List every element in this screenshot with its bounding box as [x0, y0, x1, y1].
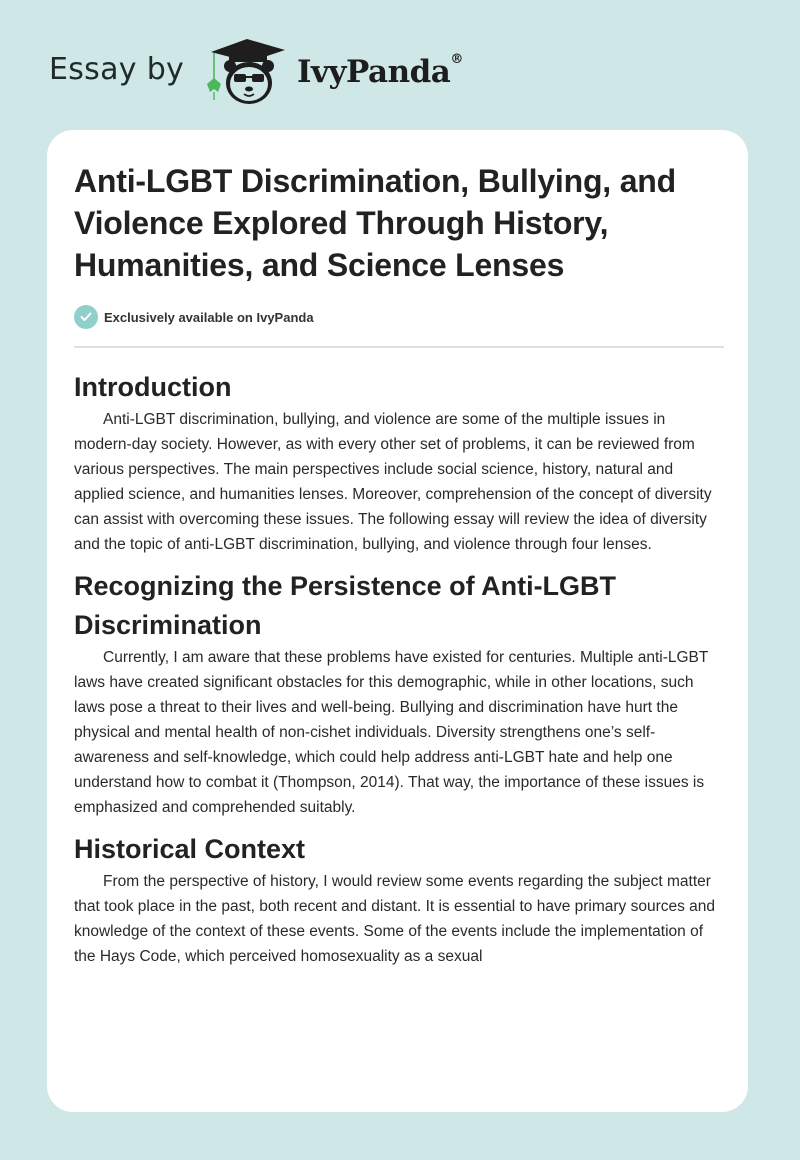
exclusive-badge	[74, 304, 724, 330]
brand-text: IvyPanda	[297, 54, 451, 90]
section-heading-introduction: Introduction	[74, 372, 232, 402]
section-heading-historical-context: Historical Context	[74, 834, 306, 864]
essay-content	[74, 160, 724, 969]
site-header	[0, 0, 800, 130]
registered-mark: ®	[450, 52, 463, 67]
section-paragraph-historical-context: From the perspective of history, I would review some events regarding the subject matter that took place in the past, both recent and distant. It is essential to have primary sources and knowledge of the context of these events. Some of the events include the implementation of the Hays Code, which perceived homosexuality as a sexual	[74, 873, 716, 965]
section-paragraph-introduction: Anti-LGBT discrimination, bullying, and violence are some of the multiple issues in modern-day society. However, as with every other set of problems, it can be reviewed from various perspectives. The main perspectives include social science, history, natural and applied science, and humanities lenses. Moreover, comprehension of the concept of diversity can assist with overcoming these issues. The following essay will review the idea of diversity and the topic of anti-LGBT discrimination, bullying, and violence through four lenses.	[74, 411, 712, 553]
brand-name[interactable]	[297, 54, 463, 90]
essay-by-label: Essay by	[49, 52, 185, 87]
panda-graduation-cap-logo-icon[interactable]	[203, 36, 291, 108]
exclusive-text: Exclusively available on IvyPanda	[104, 309, 314, 325]
essay-title: Anti-LGBT Discrimination, Bullying, and Violence Explored Through History, Humanities, and Science Lenses	[74, 163, 676, 283]
section-paragraph-recognizing: Currently, I am aware that these problems have existed for centuries. Multiple anti-LGBT laws have created significant obstacles for this demographic, while in other locations, such laws pose a threat to their lives and well-being. Bullying and discrimination have hurt the physical and mental health of non-cishet individuals. Diversity strengthens one’s self-awareness and self-knowledge, which could help address anti-LGBT hate and help one understand how to combat it (Thompson, 2014). That way, the importance of these issues is emphasized and comprehended suitably.	[74, 649, 709, 816]
title-divider	[74, 346, 724, 348]
section-heading-recognizing: Recognizing the Persistence of Anti-LGBT Discrimination	[74, 571, 617, 640]
check-circle-icon	[74, 305, 98, 329]
essay-card	[47, 130, 748, 1112]
